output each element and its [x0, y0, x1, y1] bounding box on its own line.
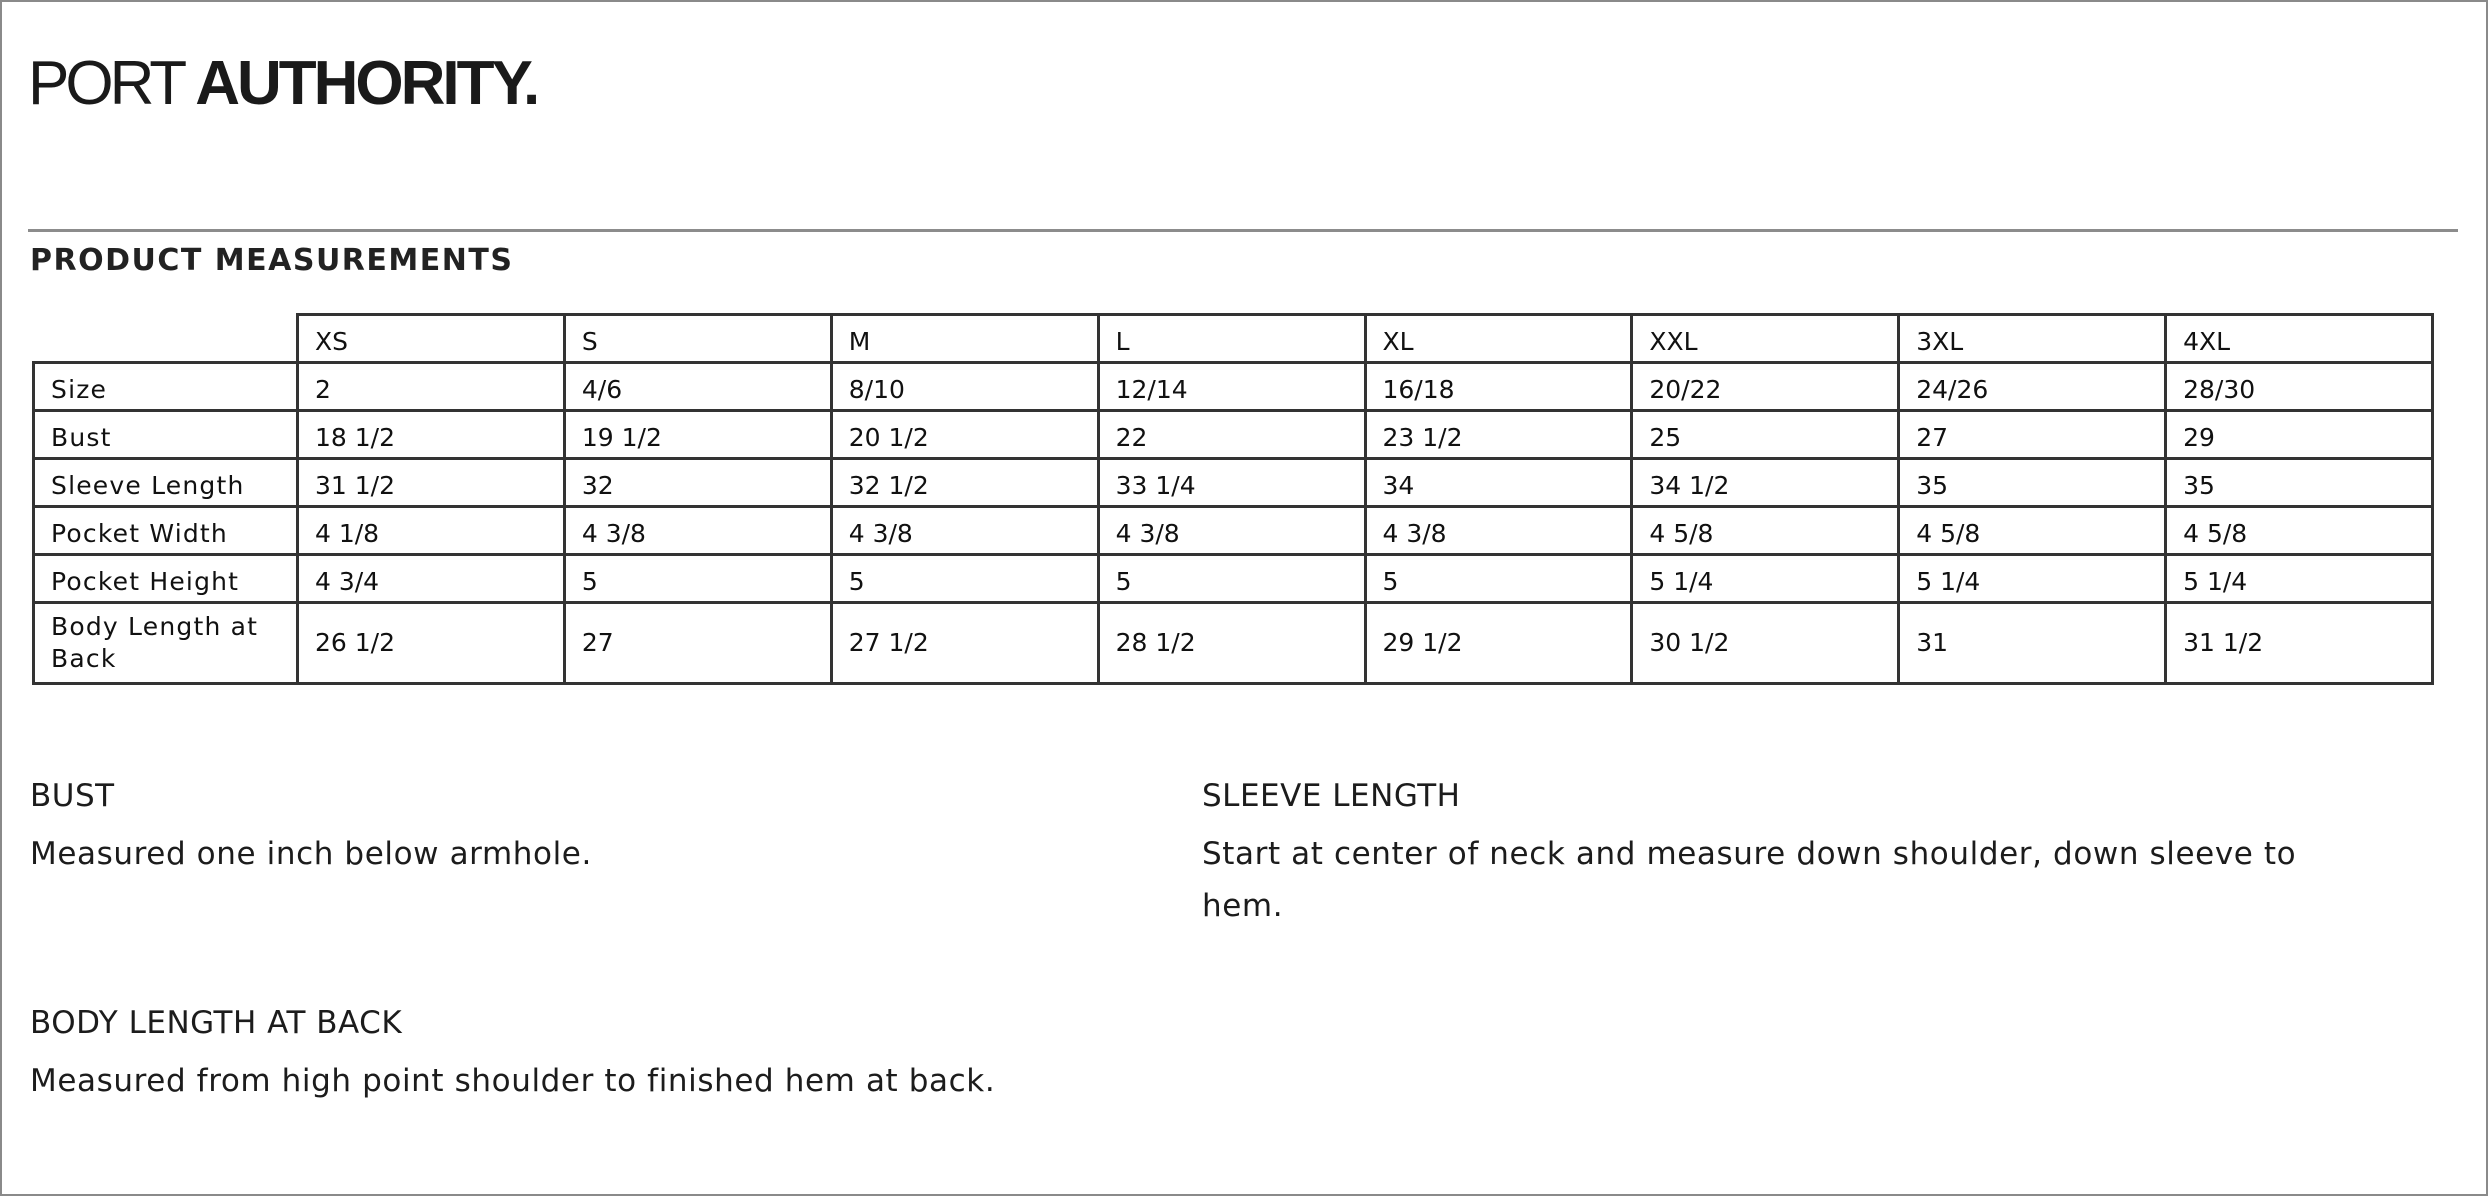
row-label: Bust: [34, 411, 298, 459]
body-length-description: [30, 1003, 1330, 1107]
table-cell: 5: [1098, 555, 1365, 603]
body-length-heading: BODY LENGTH AT BACK: [30, 1005, 403, 1041]
table-cell: 27: [1899, 411, 2166, 459]
table-row: [34, 555, 2433, 603]
table-cell: 4/6: [564, 363, 831, 411]
table-cell: 5 1/4: [2166, 555, 2433, 603]
logo-part-port: PORT: [28, 49, 182, 118]
table-cell: 35: [2166, 459, 2433, 507]
bust-text: Measured one inch below armhole.: [30, 836, 592, 872]
table-cell: 4 5/8: [2166, 507, 2433, 555]
table-cell: 28 1/2: [1098, 603, 1365, 684]
table-cell: 16/18: [1365, 363, 1632, 411]
table-cell: 25: [1632, 411, 1899, 459]
table-cell: 23 1/2: [1365, 411, 1632, 459]
sleeve-length-heading: SLEEVE LENGTH: [1202, 778, 1461, 814]
table-cell: 5: [831, 555, 1098, 603]
table-cell: 34: [1365, 459, 1632, 507]
table-cell: 24/26: [1899, 363, 2166, 411]
table-cell: 35: [1899, 459, 2166, 507]
table-cell: 30 1/2: [1632, 603, 1899, 684]
table-cell: 20 1/2: [831, 411, 1098, 459]
table-cell: 5 1/4: [1899, 555, 2166, 603]
column-header: XS: [298, 315, 565, 363]
column-header: 3XL: [1899, 315, 2166, 363]
table-cell: 4 1/8: [298, 507, 565, 555]
table-row: [34, 459, 2433, 507]
row-label: Pocket Width: [34, 507, 298, 555]
table-row: [34, 507, 2433, 555]
table-corner-cell: [34, 315, 298, 363]
logo-part-authority: AUTHORITY.: [195, 49, 538, 118]
header-divider: [28, 229, 2458, 232]
table-cell: 29: [2166, 411, 2433, 459]
table-cell: 4 5/8: [1632, 507, 1899, 555]
row-label: Pocket Height: [34, 555, 298, 603]
table-cell: 4 5/8: [1899, 507, 2166, 555]
column-header: M: [831, 315, 1098, 363]
table-cell: 32: [564, 459, 831, 507]
table-cell: 4 3/8: [831, 507, 1098, 555]
table-cell: 31: [1899, 603, 2166, 684]
table-header-row: [34, 315, 2433, 363]
table-cell: 4 3/4: [298, 555, 565, 603]
measurements-table: [32, 313, 2434, 685]
table-cell: 27: [564, 603, 831, 684]
table-cell: 4 3/8: [1098, 507, 1365, 555]
table-cell: 27 1/2: [831, 603, 1098, 684]
table-cell: 19 1/2: [564, 411, 831, 459]
table-cell: 5 1/4: [1632, 555, 1899, 603]
column-header: XXL: [1632, 315, 1899, 363]
table-row: [34, 603, 2433, 684]
table-cell: 22: [1098, 411, 1365, 459]
table-cell: 8/10: [831, 363, 1098, 411]
table-cell: 4 3/8: [564, 507, 831, 555]
table-cell: 12/14: [1098, 363, 1365, 411]
table-cell: 5: [1365, 555, 1632, 603]
table-cell: 32 1/2: [831, 459, 1098, 507]
brand-logo: [28, 48, 537, 120]
table-cell: 31 1/2: [2166, 603, 2433, 684]
row-label: Sleeve Length: [34, 459, 298, 507]
body-length-text: Measured from high point shoulder to finished hem at back.: [30, 1063, 996, 1099]
bust-heading: BUST: [30, 778, 115, 814]
bust-description: [30, 776, 1130, 880]
table-cell: 29 1/2: [1365, 603, 1632, 684]
table-cell: 5: [564, 555, 831, 603]
sleeve-length-text: Start at center of neck and measure down shoulder, down sleeve to hem.: [1202, 836, 2297, 924]
row-label: Body Length at Back: [34, 603, 298, 684]
table-cell: 31 1/2: [298, 459, 565, 507]
table-row: [34, 411, 2433, 459]
table-cell: 20/22: [1632, 363, 1899, 411]
table-cell: 28/30: [2166, 363, 2433, 411]
column-header: L: [1098, 315, 1365, 363]
section-title: PRODUCT MEASUREMENTS: [30, 243, 514, 278]
table-cell: 34 1/2: [1632, 459, 1899, 507]
column-header: XL: [1365, 315, 1632, 363]
table-cell: 4 3/8: [1365, 507, 1632, 555]
column-header: 4XL: [2166, 315, 2433, 363]
column-header: S: [564, 315, 831, 363]
table-cell: 33 1/4: [1098, 459, 1365, 507]
sleeve-length-description: [1202, 776, 2342, 932]
row-label: Size: [34, 363, 298, 411]
table-cell: 18 1/2: [298, 411, 565, 459]
table-cell: 2: [298, 363, 565, 411]
table-cell: 26 1/2: [298, 603, 565, 684]
table-row: [34, 363, 2433, 411]
